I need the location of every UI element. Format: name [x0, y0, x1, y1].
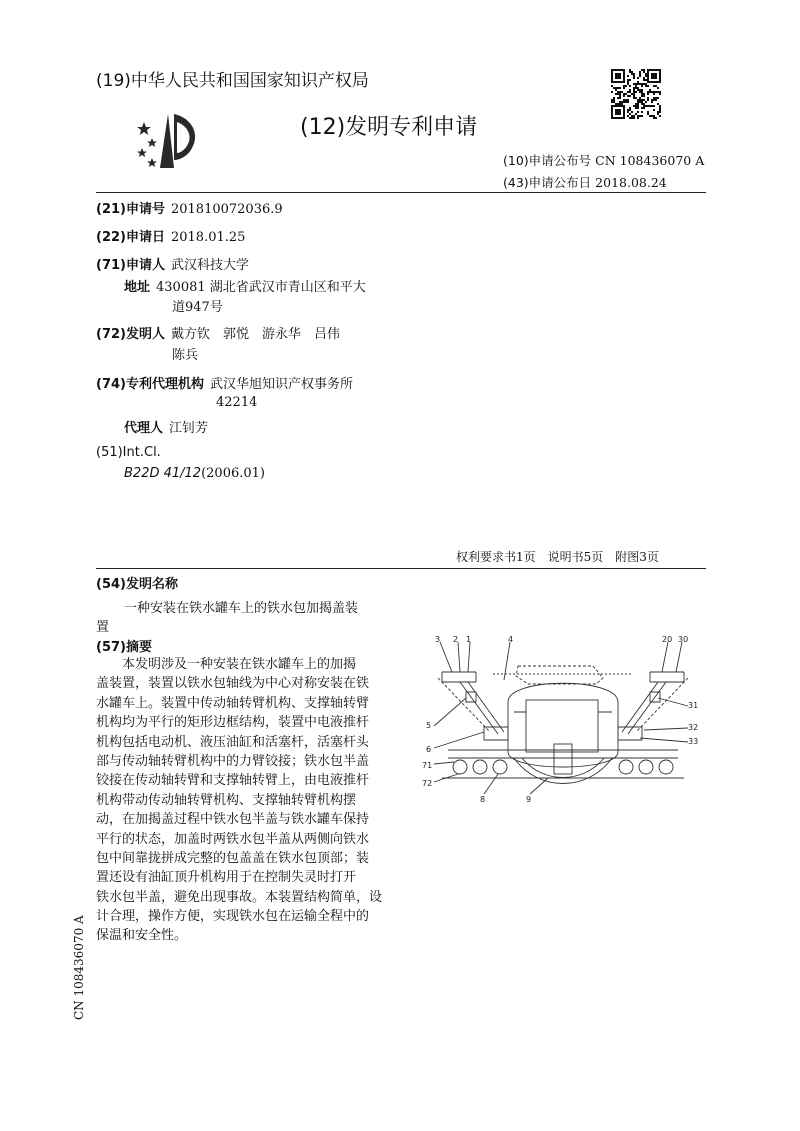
agency-label: (74)专利代理机构 — [96, 377, 204, 392]
inventors-line1: 戴方钦 郭悦 游永华 吕伟 — [170, 327, 340, 342]
figure-label-2: 2 — [453, 635, 459, 644]
issuing-office: (19)中华人民共和国国家知识产权局 — [96, 71, 369, 91]
abstract-line: 包中间靠拢拼成完整的包盖盖在铁水包顶部；装 — [96, 850, 370, 866]
abstract-line: 铰接在传动轴转臂和支撑轴转臂上，由电液推杆 — [96, 773, 370, 789]
figure-label-9: 9 — [526, 795, 532, 804]
figure-label-30: 30 — [678, 635, 689, 644]
ipc-classification — [124, 466, 265, 481]
invention-title-line2: 置 — [96, 620, 110, 635]
publication-number-row — [503, 151, 704, 169]
ipc-label: (51)Int.Cl. — [96, 445, 161, 460]
ipc-code: B22D 41/12 — [124, 466, 202, 481]
abstract-line: 铁水包半盖，避免出现事故。本装置结构简单，设 — [96, 889, 383, 905]
figure-label-33: 33 — [688, 737, 699, 746]
publication-date-label: (43)申请公布日 — [503, 175, 592, 190]
ipc-year: (2006.01) — [201, 466, 265, 481]
invention-title-label: (54)发明名称 — [96, 577, 178, 592]
publication-date: 2018.08.24 — [595, 175, 667, 190]
header-divider — [96, 192, 706, 193]
application-date: 2018.01.25 — [170, 230, 246, 245]
abstract-body — [96, 655, 392, 946]
figure-label-8: 8 — [480, 795, 486, 804]
inventors-row — [96, 323, 340, 342]
figure-label-32: 32 — [688, 723, 699, 732]
figure-label-71: 71 — [422, 761, 433, 770]
inventors-line2: 陈兵 — [172, 348, 199, 363]
applicant-label: (71)申请人 — [96, 258, 165, 273]
abstract-line: 本发明涉及一种安装在铁水罐车上的加揭 — [122, 657, 357, 672]
agent-row — [124, 417, 208, 436]
application-number: 201810072036.9 — [170, 202, 283, 217]
inventors-label: (72)发明人 — [96, 327, 165, 342]
figure-label-3: 3 — [435, 635, 441, 644]
ipc-label-row — [96, 445, 161, 460]
abstract-line: 水罐车上。装置中传动轴转臂机构、支撑轴转臂 — [96, 695, 370, 711]
figure-label-1: 1 — [466, 635, 472, 644]
summary-divider — [96, 568, 706, 569]
abstract-label: (57)摘要 — [96, 640, 152, 655]
qr-code — [610, 68, 662, 120]
agent-label: 代理人 — [124, 421, 164, 436]
abstract-line: 部与传动轴转臂机构中的力臂铰接；铁水包半盖 — [96, 753, 370, 769]
abstract-line: 计合理，操作方便，实现铁水包在运输全程中的 — [96, 909, 370, 925]
abstract-line: 机构包括电动机、液压油缸和活塞杆，活塞杆头 — [96, 734, 370, 750]
abstract-line: 保温和安全性。 — [96, 928, 188, 944]
application-number-label: (21)申请号 — [96, 202, 165, 217]
publication-number: CN 108436070 A — [595, 153, 705, 168]
figure-label-31: 31 — [688, 701, 699, 710]
applicant-row — [96, 254, 249, 273]
address-row — [124, 276, 366, 295]
invention-title-line1: 一种安装在铁水罐车上的铁水包加揭盖装 — [124, 601, 359, 616]
figure-label-72: 72 — [422, 779, 433, 788]
figure-label-6: 6 — [426, 745, 432, 754]
application-number-row — [96, 198, 283, 217]
figure-label-5: 5 — [426, 721, 432, 730]
abstract-line: 机构均为平行的矩形边框结构，装置中电液推杆 — [96, 715, 370, 731]
agency-row — [96, 373, 353, 392]
page-summary: 权利要求书1页 说明书5页 附图3页 — [456, 550, 659, 564]
abstract-line: 平行的状态，加盖时两铁水包半盖从两侧向铁水 — [96, 831, 370, 847]
agency-line2: 42214 — [216, 395, 258, 410]
abstract-line: 机构带动传动轴转臂机构、支撑轴转臂机构摆 — [96, 792, 357, 808]
abstract-line: 盖装置，装置以铁水包轴线为中心对称安装在铁 — [96, 676, 370, 692]
applicant: 武汉科技大学 — [170, 258, 249, 273]
address-line1: 430081 湖北省武汉市青山区和平大 — [156, 280, 366, 295]
figure-label-4: 4 — [508, 635, 514, 644]
address-line2: 道947号 — [172, 300, 223, 315]
document-type-title: (12)发明专利申请 — [300, 115, 478, 140]
side-publication-number: CN 108436070 A — [72, 915, 86, 1020]
agent: 江钊芳 — [169, 421, 209, 436]
agency-line1: 武汉华旭知识产权事务所 — [209, 377, 353, 392]
application-date-row — [96, 226, 245, 245]
patent-office-logo-icon — [130, 108, 210, 178]
address-label: 地址 — [124, 280, 151, 295]
abstract-line: 置还设有油缸顶升机构用于在控制失灵时打开 — [96, 870, 357, 886]
publication-number-label: (10)申请公布号 — [503, 153, 592, 168]
figure-label-20: 20 — [662, 635, 673, 644]
abstract-figure — [418, 632, 708, 812]
abstract-line: 动，在加揭盖过程中铁水包半盖与铁水罐车保持 — [96, 812, 370, 828]
application-date-label: (22)申请日 — [96, 230, 165, 245]
publication-date-row — [503, 173, 667, 191]
